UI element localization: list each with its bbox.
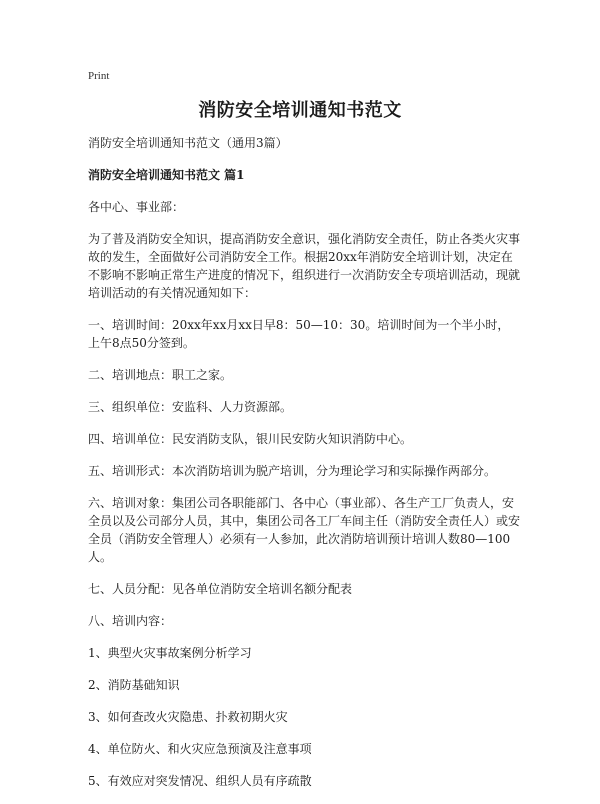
salutation: 各中心、事业部： xyxy=(88,200,185,214)
notice-item-allocation: 七、人员分配：见各单位消防安全培训名额分配表 xyxy=(88,582,353,596)
notice-item-format: 五、培训形式：本次消防培训为脱产培训，分为理论学习和实际操作两部分。 xyxy=(88,464,497,478)
notice-item-content-heading: 八、培训内容： xyxy=(88,614,173,628)
content-item: 1、典型火灾事故案例分析学习 xyxy=(88,646,252,660)
notice-item-participants: 六、培训对象：集团公司各职能部门、各中心（事业部）、各生产工厂负责人，安全员以及公司部分人员，其中，集团公司各工厂车间主任（消防安全责任人）或安全员（消防安全管理人）必须有一人参加，此次消防培训预计培训人数80—100人。 xyxy=(88,496,521,564)
notice-item-location: 二、培训地点：职工之家。 xyxy=(88,368,233,382)
training-contents xyxy=(88,644,520,790)
document-body xyxy=(88,134,520,804)
intro-paragraph: 为了普及消防安全知识，提高消防安全意识，强化消防安全责任，防止各类火灾事故的发生，全面做好公司消防安全工作。根据20xx年消防安全培训计划，决定在不影响不影响正常生产进度的情况下，组织进行一次消防安全专项培训活动，现就培训活动的有关情况通知如下： xyxy=(88,232,521,300)
content-item: 5、有效应对突发情况、组织人员有序疏散 xyxy=(88,774,312,788)
content-item: 2、消防基础知识 xyxy=(88,678,180,692)
section-heading: 消防安全培训通知书范文 篇1 xyxy=(88,168,245,182)
notice-item-trainer: 四、培训单位：民安消防支队，银川民安防火知识消防中心。 xyxy=(88,432,413,446)
notice-item-time: 一、培训时间：20xx年xx月xx日早8：50—10：30。培训时间为一个半小时，上午8点50分签到。 xyxy=(88,318,510,350)
document-title: 消防安全培训通知书范文 xyxy=(198,100,402,121)
print-link[interactable]: Print xyxy=(88,70,110,82)
content-item: 4、单位防火、和火灾应急预演及注意事项 xyxy=(88,742,312,756)
document-subtitle: 消防安全培训通知书范文（通用3篇） xyxy=(88,136,288,150)
notice-item-organizer: 三、组织单位：安监科、人力资源部。 xyxy=(88,400,293,414)
notice-items xyxy=(88,316,520,630)
content-item: 3、如何查改火灾隐患、扑救初期火灾 xyxy=(88,710,288,724)
